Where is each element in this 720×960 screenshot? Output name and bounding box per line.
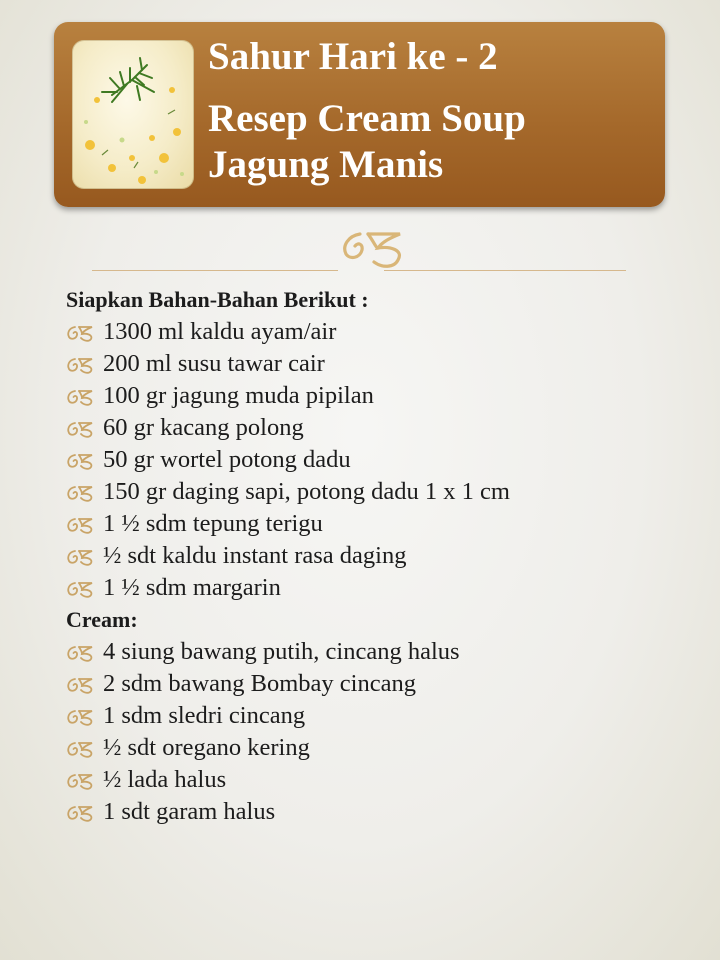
ornament-bullet-icon [66, 805, 94, 822]
ingredient-text: 60 gr kacang polong [103, 414, 304, 441]
ingredients-heading: Siapkan Bahan-Bahan Berikut : [66, 287, 369, 312]
ornament-bullet-icon [66, 549, 94, 566]
ornament-bullet-icon [66, 645, 94, 662]
recipe-title-line2: Jagung Manis [208, 143, 444, 186]
cream-text: 4 siung bawang putih, cincang halus [103, 638, 460, 665]
cream-item [66, 796, 686, 828]
ornament-bullet-icon [66, 325, 94, 342]
ornament-swash-icon [338, 228, 410, 272]
banner-title-line1: Sahur Hari ke - 2 [208, 35, 498, 78]
cream-text: ½ lada halus [103, 766, 227, 793]
ingredient-item [66, 540, 686, 572]
recipe-title [208, 96, 526, 188]
cream-item [66, 636, 686, 668]
ornament-bullet-icon [66, 421, 94, 438]
ingredients-list [66, 316, 686, 604]
title-banner [54, 22, 665, 207]
cream-text: 2 sdm bawang Bombay cincang [103, 670, 416, 697]
ornament-bullet-icon [66, 581, 94, 598]
cream-text: 1 sdm sledri cincang [103, 702, 306, 729]
ingredient-item [66, 316, 686, 348]
soup-photo [72, 40, 194, 189]
cream-heading: Cream: [66, 607, 138, 632]
cream-item [66, 764, 686, 796]
ornament-bullet-icon [66, 517, 94, 534]
cream-list [66, 636, 686, 828]
ingredient-text: ½ sdt kaldu instant rasa daging [103, 542, 407, 569]
cream-item [66, 700, 686, 732]
ingredient-item [66, 412, 686, 444]
ingredient-item [66, 444, 686, 476]
ingredient-item [66, 348, 686, 380]
ingredient-text: 150 gr daging sapi, potong dadu 1 x 1 cm [103, 478, 510, 505]
ingredient-item [66, 572, 686, 604]
divider-line-right [384, 270, 626, 271]
ingredient-text: 1 ½ sdm tepung terigu [103, 510, 323, 537]
ingredient-text: 50 gr wortel potong dadu [103, 446, 351, 473]
ingredient-item [66, 476, 686, 508]
ornament-bullet-icon [66, 741, 94, 758]
recipe-content [66, 284, 686, 828]
ornament-bullet-icon [66, 709, 94, 726]
ornament-bullet-icon [66, 677, 94, 694]
ornament-bullet-icon [66, 357, 94, 374]
divider-line-left [92, 270, 338, 271]
cream-text: ½ sdt oregano kering [103, 734, 310, 761]
ingredient-text: 100 gr jagung muda pipilan [103, 382, 374, 409]
ornament-bullet-icon [66, 389, 94, 406]
cream-text: 1 sdt garam halus [103, 798, 276, 825]
ingredient-text: 200 ml susu tawar cair [103, 350, 325, 377]
ornament-bullet-icon [66, 773, 94, 790]
ornament-bullet-icon [66, 453, 94, 470]
soup-photo-image [72, 40, 194, 189]
ingredient-text: 1300 ml kaldu ayam/air [103, 318, 337, 345]
cream-item [66, 732, 686, 764]
ingredient-text: 1 ½ sdm margarin [103, 574, 281, 601]
ingredient-item [66, 380, 686, 412]
cream-item [66, 668, 686, 700]
ingredient-item [66, 508, 686, 540]
ornament-bullet-icon [66, 485, 94, 502]
recipe-title-line1: Resep Cream Soup [208, 97, 526, 140]
